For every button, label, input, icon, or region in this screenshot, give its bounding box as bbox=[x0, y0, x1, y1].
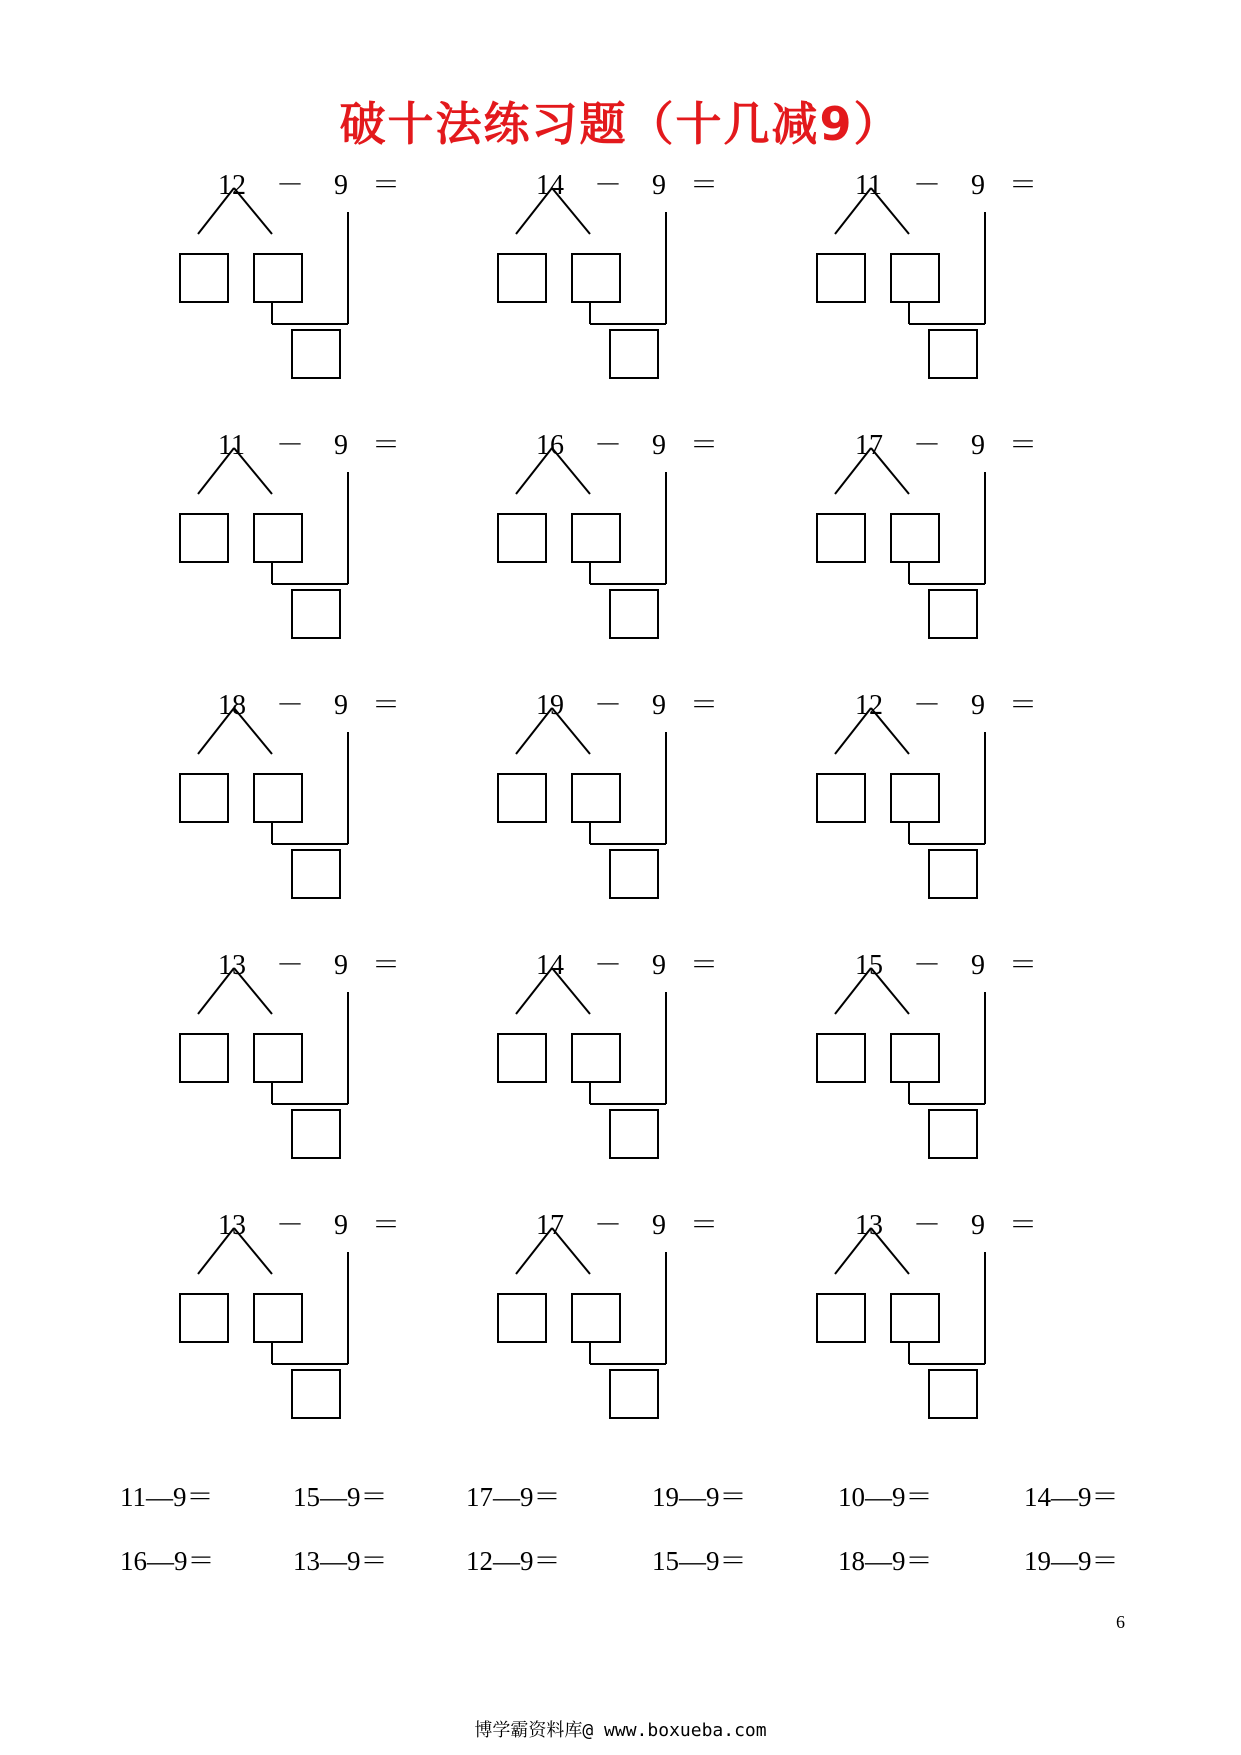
decomposition-diagram bbox=[180, 430, 480, 660]
subtrahend: 9 bbox=[971, 690, 985, 721]
minus-sign: － bbox=[913, 170, 942, 201]
answer-box-ten-part[interactable] bbox=[180, 254, 228, 302]
equals-sign: ＝ bbox=[690, 690, 719, 721]
answer-box-ones-part[interactable] bbox=[891, 1294, 939, 1342]
minuend: 11 bbox=[218, 430, 245, 461]
decomposition-diagram bbox=[498, 430, 798, 660]
answer-box-ten-part[interactable] bbox=[498, 1034, 546, 1082]
answer-box-result[interactable] bbox=[929, 1110, 977, 1158]
minuend: 14 bbox=[536, 170, 564, 201]
problem-10 bbox=[180, 950, 480, 1180]
equals-sign: ＝ bbox=[1009, 690, 1038, 721]
subtrahend: 9 bbox=[971, 950, 985, 981]
minuend: 19 bbox=[536, 690, 564, 721]
answer-box-result[interactable] bbox=[610, 1370, 658, 1418]
quick-practice-row-2 bbox=[0, 1544, 1241, 1584]
equals-sign: ＝ bbox=[1009, 170, 1038, 201]
equals-sign: ＝ bbox=[1009, 1210, 1038, 1241]
answer-box-ones-part[interactable] bbox=[254, 514, 302, 562]
problem-4 bbox=[180, 430, 480, 660]
quick-problem: 16—9＝ bbox=[120, 1546, 215, 1576]
answer-box-ones-part[interactable] bbox=[891, 514, 939, 562]
subtrahend: 9 bbox=[334, 430, 348, 461]
answer-box-ten-part[interactable] bbox=[498, 254, 546, 302]
quick-problem: 19—9＝ bbox=[652, 1482, 747, 1512]
subtrahend: 9 bbox=[652, 170, 666, 201]
decomposition-diagram bbox=[180, 1210, 480, 1440]
quick-problem: 18—9＝ bbox=[838, 1546, 933, 1576]
problem-1 bbox=[180, 170, 480, 400]
minuend: 15 bbox=[855, 950, 883, 981]
minus-sign: － bbox=[276, 1210, 305, 1241]
equals-sign: ＝ bbox=[372, 430, 401, 461]
decomposition-diagram bbox=[498, 950, 798, 1180]
problem-11 bbox=[498, 950, 798, 1180]
minus-sign: － bbox=[276, 170, 305, 201]
subtrahend: 9 bbox=[652, 690, 666, 721]
equals-sign: ＝ bbox=[1009, 430, 1038, 461]
minus-sign: － bbox=[594, 950, 623, 981]
answer-box-ten-part[interactable] bbox=[817, 514, 865, 562]
equals-sign: ＝ bbox=[372, 950, 401, 981]
subtrahend: 9 bbox=[334, 1210, 348, 1241]
answer-box-result[interactable] bbox=[610, 850, 658, 898]
minuend: 18 bbox=[218, 690, 246, 721]
minus-sign: － bbox=[594, 690, 623, 721]
equals-sign: ＝ bbox=[690, 430, 719, 461]
minuend: 16 bbox=[536, 430, 564, 461]
equals-sign: ＝ bbox=[690, 1210, 719, 1241]
decomposition-diagram bbox=[180, 690, 480, 920]
minuend: 17 bbox=[536, 1210, 564, 1241]
quick-problem: 11—9＝ bbox=[120, 1482, 214, 1512]
answer-box-result[interactable] bbox=[929, 590, 977, 638]
answer-box-ones-part[interactable] bbox=[572, 514, 620, 562]
answer-box-ones-part[interactable] bbox=[254, 254, 302, 302]
answer-box-ten-part[interactable] bbox=[180, 514, 228, 562]
quick-problem: 13—9＝ bbox=[293, 1546, 388, 1576]
quick-problem: 17—9＝ bbox=[466, 1482, 561, 1512]
answer-box-ones-part[interactable] bbox=[572, 254, 620, 302]
answer-box-ones-part[interactable] bbox=[254, 774, 302, 822]
minus-sign: － bbox=[594, 430, 623, 461]
answer-box-ten-part[interactable] bbox=[817, 1294, 865, 1342]
decomposition-diagram bbox=[817, 430, 1117, 660]
minuend: 12 bbox=[218, 170, 246, 201]
answer-box-result[interactable] bbox=[929, 850, 977, 898]
decomposition-diagram bbox=[180, 950, 480, 1180]
decomposition-diagram bbox=[498, 1210, 798, 1440]
quick-problem: 19—9＝ bbox=[1024, 1546, 1119, 1576]
problem-2 bbox=[498, 170, 798, 400]
quick-problem: 10—9＝ bbox=[838, 1482, 933, 1512]
answer-box-ones-part[interactable] bbox=[891, 1034, 939, 1082]
answer-box-result[interactable] bbox=[292, 1110, 340, 1158]
equals-sign: ＝ bbox=[372, 1210, 401, 1241]
minus-sign: － bbox=[276, 690, 305, 721]
subtrahend: 9 bbox=[652, 430, 666, 461]
answer-box-result[interactable] bbox=[610, 590, 658, 638]
equals-sign: ＝ bbox=[1009, 950, 1038, 981]
minuend: 17 bbox=[855, 430, 883, 461]
answer-box-ten-part[interactable] bbox=[498, 514, 546, 562]
problem-15 bbox=[817, 1210, 1117, 1440]
minuend: 13 bbox=[218, 950, 246, 981]
answer-box-ones-part[interactable] bbox=[572, 774, 620, 822]
problem-6 bbox=[817, 430, 1117, 660]
decomposition-diagram bbox=[817, 690, 1117, 920]
answer-box-ones-part[interactable] bbox=[891, 254, 939, 302]
answer-box-result[interactable] bbox=[929, 1370, 977, 1418]
subtrahend: 9 bbox=[971, 1210, 985, 1241]
footer-watermark: 博学霸资料库@ www.boxueba.com bbox=[474, 1720, 767, 1741]
problem-12 bbox=[817, 950, 1117, 1180]
subtrahend: 9 bbox=[652, 950, 666, 981]
page-title: 破十法练习题（十几减9） bbox=[339, 97, 902, 151]
problem-14 bbox=[498, 1210, 798, 1440]
minus-sign: － bbox=[594, 1210, 623, 1241]
answer-box-result[interactable] bbox=[292, 590, 340, 638]
quick-problem: 12—9＝ bbox=[466, 1546, 561, 1576]
decomposition-diagram bbox=[817, 170, 1117, 400]
equals-sign: ＝ bbox=[690, 950, 719, 981]
answer-box-ten-part[interactable] bbox=[180, 1294, 228, 1342]
answer-box-ones-part[interactable] bbox=[572, 1294, 620, 1342]
page-number: 6 bbox=[1116, 1612, 1125, 1632]
answer-box-result[interactable] bbox=[292, 330, 340, 378]
problem-5 bbox=[498, 430, 798, 660]
problem-8 bbox=[498, 690, 798, 920]
answer-box-result[interactable] bbox=[292, 1370, 340, 1418]
minus-sign: － bbox=[913, 1210, 942, 1241]
decomposition-diagram bbox=[498, 690, 798, 920]
answer-box-ones-part[interactable] bbox=[254, 1294, 302, 1342]
quick-problem: 15—9＝ bbox=[293, 1482, 388, 1512]
answer-box-ten-part[interactable] bbox=[498, 774, 546, 822]
equals-sign: ＝ bbox=[690, 170, 719, 201]
quick-practice-row-1 bbox=[0, 1480, 1241, 1520]
answer-box-ten-part[interactable] bbox=[498, 1294, 546, 1342]
answer-box-ones-part[interactable] bbox=[891, 774, 939, 822]
equals-sign: ＝ bbox=[372, 170, 401, 201]
problem-13 bbox=[180, 1210, 480, 1440]
answer-box-ones-part[interactable] bbox=[572, 1034, 620, 1082]
answer-box-ten-part[interactable] bbox=[817, 774, 865, 822]
minuend: 11 bbox=[855, 170, 882, 201]
quick-problem: 15—9＝ bbox=[652, 1546, 747, 1576]
answer-box-result[interactable] bbox=[610, 1110, 658, 1158]
answer-box-result[interactable] bbox=[610, 330, 658, 378]
decomposition-diagram bbox=[498, 170, 798, 400]
problem-3 bbox=[817, 170, 1117, 400]
answer-box-ten-part[interactable] bbox=[180, 774, 228, 822]
quick-problem: 14—9＝ bbox=[1024, 1482, 1119, 1512]
decomposition-diagram bbox=[180, 170, 480, 400]
answer-box-ten-part[interactable] bbox=[817, 254, 865, 302]
equals-sign: ＝ bbox=[372, 690, 401, 721]
decomposition-diagram bbox=[817, 1210, 1117, 1440]
answer-box-result[interactable] bbox=[929, 330, 977, 378]
answer-box-result[interactable] bbox=[292, 850, 340, 898]
problem-9 bbox=[817, 690, 1117, 920]
subtrahend: 9 bbox=[971, 430, 985, 461]
minuend: 13 bbox=[855, 1210, 883, 1241]
subtrahend: 9 bbox=[971, 170, 985, 201]
minus-sign: － bbox=[913, 430, 942, 461]
minuend: 12 bbox=[855, 690, 883, 721]
problem-7 bbox=[180, 690, 480, 920]
minus-sign: － bbox=[913, 690, 942, 721]
subtrahend: 9 bbox=[652, 1210, 666, 1241]
answer-box-ones-part[interactable] bbox=[254, 1034, 302, 1082]
minus-sign: － bbox=[276, 950, 305, 981]
minuend: 14 bbox=[536, 950, 564, 981]
subtrahend: 9 bbox=[334, 950, 348, 981]
decomposition-diagram bbox=[817, 950, 1117, 1180]
minus-sign: － bbox=[594, 170, 623, 201]
subtrahend: 9 bbox=[334, 690, 348, 721]
minuend: 13 bbox=[218, 1210, 246, 1241]
answer-box-ten-part[interactable] bbox=[817, 1034, 865, 1082]
minus-sign: － bbox=[276, 430, 305, 461]
minus-sign: － bbox=[913, 950, 942, 981]
subtrahend: 9 bbox=[334, 170, 348, 201]
answer-box-ten-part[interactable] bbox=[180, 1034, 228, 1082]
